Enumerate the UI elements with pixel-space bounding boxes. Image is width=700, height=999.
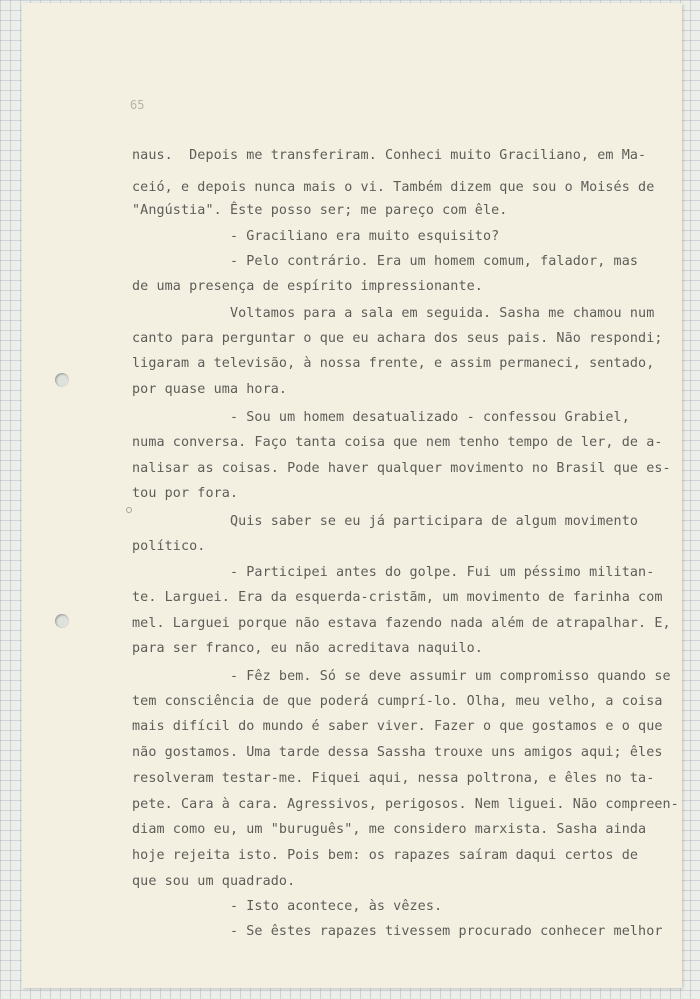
text-line: "Angústia". Êste posso ser; me pareço com êle. [132,203,508,218]
text-line: - Participei antes do golpe. Fui um péssimo militan- [132,565,655,580]
text-line: - Sou um homem desatualizado - confessou Grabiel, [132,410,630,425]
text-line: nalisar as coisas. Pode haver qualquer movimento no Brasil que es- [132,461,671,476]
text-line: - Isto acontece, às vêzes. [132,899,443,914]
page-number: 65 [130,98,145,112]
text-line: resolveram testar-me. Fiquei aqui, nessa poltrona, e êles no ta- [132,771,655,786]
text-line: por quase uma hora. [132,382,288,397]
text-line: te. Larguei. Era da esquerda-cristãm, um movimento de farinha com [132,590,663,605]
text-line: tem consciência de que poderá cumprí-lo. Olha, meu velho, a coisa [132,694,663,709]
text-line: que sou um quadrado. [132,874,296,889]
text-line: - Pelo contrário. Era um homem comum, falador, mas [132,254,639,269]
text-line: - Fêz bem. Só se deve assumir um compromisso quando se [132,669,671,684]
text-line: político. [132,539,206,554]
text-line: hoje rejeita isto. Pois bem: os rapazes saíram daqui certos de [132,848,639,863]
text-line: de uma presença de espírito impressionante. [132,279,483,294]
text-line: - Se êstes rapazes tivessem procurado conhecer melhor [132,924,663,939]
punch-hole-top [55,373,69,387]
text-line: ceió, e depois nunca mais o vi. Também dizem que sou o Moisés de [132,180,655,195]
text-line: Quis saber se eu já participara de algum movimento [132,514,639,529]
text-line: para ser franco, eu não acreditava naquilo. [132,641,483,656]
text-line: Voltamos para a sala em seguida. Sasha me chamou num [132,306,655,321]
punch-hole-bottom [55,614,69,628]
text-line: tou por fora. [132,486,239,501]
text-line: - Graciliano era muito esquisito? [132,229,500,244]
text-line: diam como eu, um "buruguês", me considero marxista. Sasha ainda [132,822,647,837]
paper-speck [126,507,132,513]
text-line: mel. Larguei porque não estava fazendo nada além de atrapalhar. E, [132,616,671,631]
text-line: ligaram a televisão, à nossa frente, e assim permaneci, sentado, [132,356,655,371]
text-line: numa conversa. Faço tanta coisa que nem tenho tempo de ler, de a- [132,435,663,450]
text-line: não gostamos. Uma tarde dessa Sassha trouxe uns amigos aqui; êles [132,745,663,760]
text-line: naus. Depois me transferiram. Conheci muito Graciliano, em Ma- [132,148,647,163]
text-line: pete. Cara à cara. Agressivos, perigosos. Nem liguei. Não compreen- [132,797,679,812]
text-line: mais difícil do mundo é saber viver. Fazer o que gostamos e o que [132,719,663,734]
text-line: canto para perguntar o que eu achara dos seus pais. Não respondi; [132,331,663,346]
